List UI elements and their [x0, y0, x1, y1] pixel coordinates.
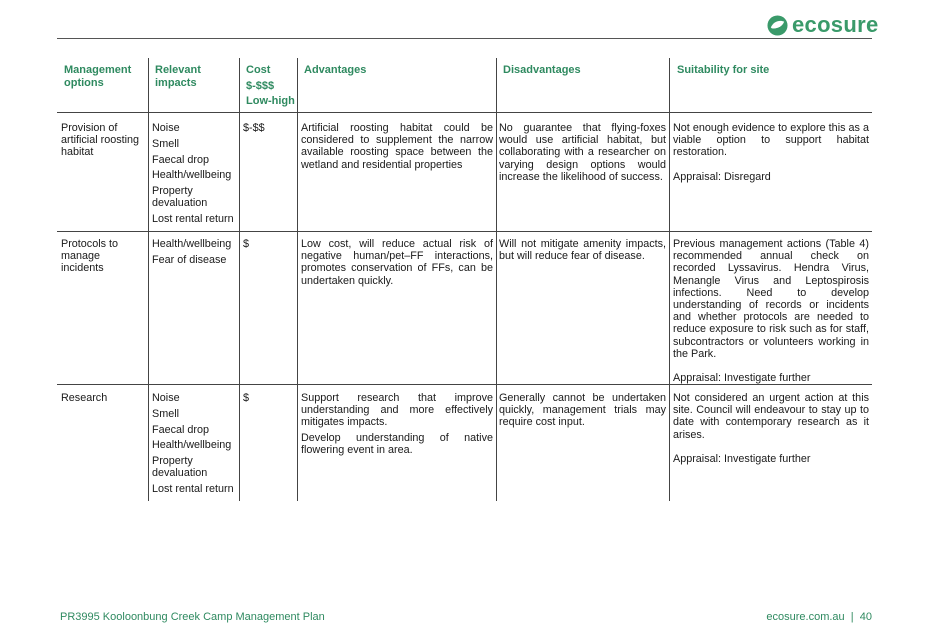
impact-item: Lost rental return	[152, 213, 234, 226]
column-divider	[496, 58, 497, 501]
row-1-option: Provision of artificial roosting habitat	[61, 122, 140, 159]
row-divider	[57, 231, 872, 232]
header-rule	[57, 38, 872, 39]
impact-item: Noise	[152, 122, 180, 134]
row-3-disadvantages: Generally cannot be undertaken quickly, management trials may require cost input.	[499, 392, 666, 429]
row-1-suitability	[673, 122, 869, 183]
impact-item: Property devaluation	[152, 185, 208, 210]
row-3-impacts	[152, 392, 236, 499]
row-1-impacts	[152, 122, 236, 229]
header-disadvantages: Disadvantages	[503, 64, 581, 76]
impact-item: Faecal drop	[152, 423, 210, 436]
leaf-circle-icon	[767, 15, 788, 36]
suitability-text: Previous management actions (Table 4) recommended annual check on recorded Lyssavirus. Hendra Virus, Menangle Virus and Leptospirosis infections. Need to develop understanding of records or incidents and whether protocols are needed to reduce exposure to risk such as for staff, subcontractors or volunteers working in the Park.	[673, 238, 869, 360]
suitability-text: Not considered an urgent action at this site. Council will endeavour to stay up to date with contemporary research as it arises.	[673, 392, 869, 441]
row-2-disadvantages: Will not mitigate amenity impacts, but will reduce fear of disease.	[499, 238, 666, 263]
advantage-item: Support research that improve understanding and more effectively mitigates impacts.	[301, 392, 493, 429]
row-3-suitability	[673, 392, 869, 465]
impact-item: Fear of disease	[152, 253, 227, 266]
footer-page-info: ecosure.com.au | 40	[766, 611, 872, 623]
footer-document-title: PR3995 Kooloonbung Creek Camp Management Plan	[60, 611, 325, 623]
header-suitability: Suitability for site	[677, 64, 770, 76]
logo-wordmark: ecosure	[792, 12, 879, 37]
row-2-cost: $	[243, 238, 250, 250]
appraisal-text: Appraisal: Disregard	[673, 170, 771, 183]
row-divider	[57, 112, 872, 113]
header-management-options: Management options	[64, 64, 132, 89]
column-divider	[148, 58, 149, 501]
impact-item: Noise	[152, 392, 180, 404]
impact-item: Health/wellbeing	[152, 238, 232, 250]
header-relevant-impacts: Relevant impacts	[155, 64, 201, 89]
appraisal-text: Appraisal: Investigate further	[673, 372, 811, 385]
impact-item: Lost rental return	[152, 483, 234, 496]
impact-item: Smell	[152, 137, 179, 150]
advantage-item: Develop understanding of native flowering event in area.	[301, 431, 493, 456]
header-cost-range: Low-high	[246, 95, 295, 107]
impact-item: Faecal drop	[152, 153, 210, 166]
header-cost	[246, 63, 296, 110]
row-3-advantages	[301, 392, 493, 456]
row-3-option: Research	[61, 392, 108, 404]
header-advantages: Advantages	[304, 64, 367, 76]
appraisal-text: Appraisal: Investigate further	[673, 452, 811, 465]
row-1-advantages: Artificial roosting habitat could be considered to supplement the narrow available roosting space between the wetland and residential properties	[301, 122, 493, 171]
row-2-impacts	[152, 238, 236, 270]
impact-item: Health/wellbeing	[152, 169, 232, 182]
ecosure-logo	[767, 12, 878, 38]
impact-item: Property devaluation	[152, 455, 208, 480]
impact-item: Health/wellbeing	[152, 439, 232, 452]
suitability-text: Not enough evidence to explore this as a viable option to support habitat restoration.	[673, 122, 869, 159]
row-1-disadvantages: No guarantee that flying-foxes would use artificial habitat, but collaborating with a researcher on varying design options would increase the likelihood of success.	[499, 122, 666, 183]
header-cost-label: Cost	[246, 64, 271, 76]
column-divider	[297, 58, 298, 501]
header-cost-scale: $-$$$	[246, 79, 275, 92]
row-1-cost: $-$$	[243, 122, 265, 134]
impact-item: Smell	[152, 407, 179, 420]
row-3-cost: $	[243, 392, 250, 404]
column-divider	[669, 58, 670, 501]
row-2-suitability	[673, 238, 869, 384]
column-divider	[239, 58, 240, 501]
row-2-advantages: Low cost, will reduce actual risk of negative human/pet–FF interactions, promotes conservation of FFs, can be undertaken quickly.	[301, 238, 493, 287]
row-2-option: Protocols to manage incidents	[61, 238, 119, 275]
